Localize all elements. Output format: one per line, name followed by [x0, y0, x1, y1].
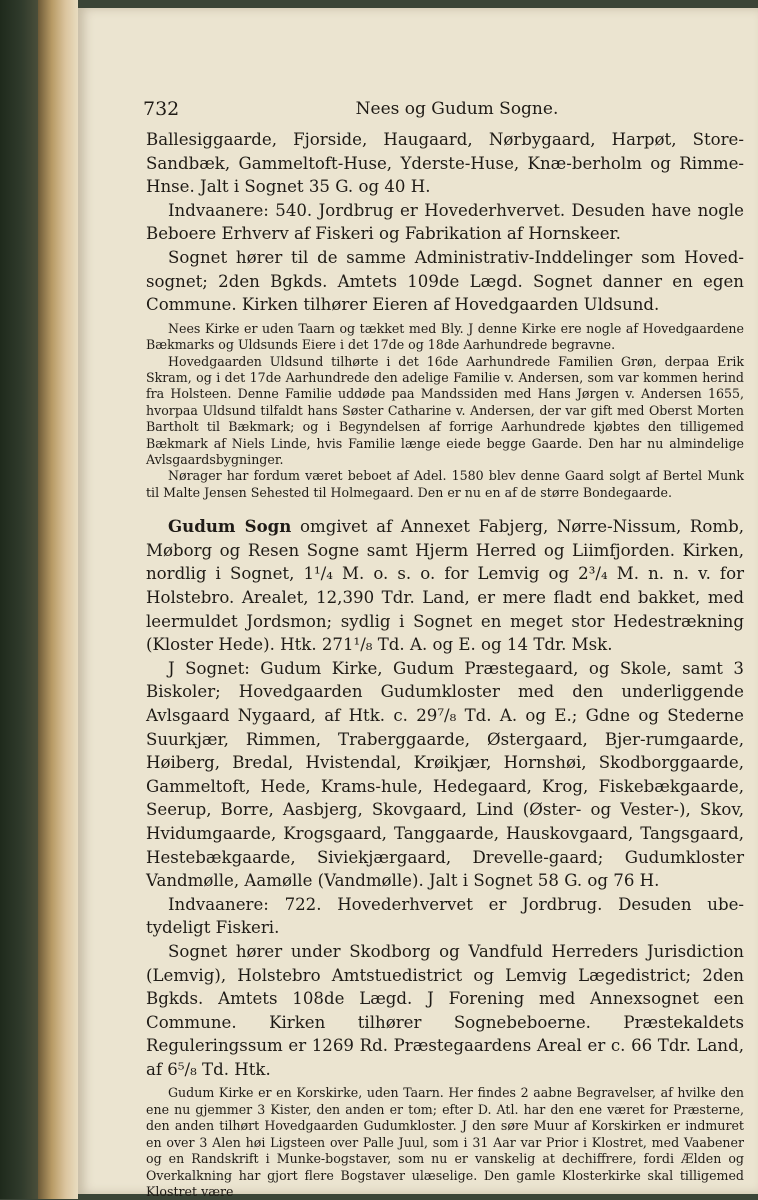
footnote: Nees Kirke er uden Taarn og tækket med Bly. J denne Kirke ere nogle af Hovedgaardene Bækmarks og Uldsunds Eiere i det 17de og 18de Aarhundrede begravne. [146, 320, 744, 353]
page-number: 732 [143, 98, 180, 120]
paragraph-text: omgivet af Annexet Fabjerg, Nørre-Nissum, Romb, Møborg og Resen Sogne samt Hjerm Herred og Liimfjorden. Kirken, nordlig i Sognet, 1¹/₄ M. o. s. o. for Lemvig og 2³/₄ M. n. n. v. for Holstebro. Arealet, 12,390 Tdr. Land, er mere fladt end bakket, med leermuldet Jordsmon; sydlig i Sognet en meget stor Hedestrækning (Kloster Hede). Htk. 271¹/₈ Td. A. og E. og 14 Tdr. Msk. [146, 517, 744, 655]
paragraph: Sognet hører til de samme Administrativ-Inddelinger som Hoved-sognet; 2den Bgkds. Amtets 109de Lægd. Sognet danner en egen Commune. Kirken tilhører Eieren af Hovedgaarden Uldsund. [146, 247, 744, 315]
nees-footnotes [146, 321, 744, 501]
book-binding [0, 0, 38, 1199]
paragraph: Ballesiggaarde, Fjorside, Haugaard, Nørbygaard, Harpøt, Store-Sandbæk, Gammeltoft-Huse, Yderste-Huse, Knæ-berholm og Rimme-Hnse. Jalt i Sognet 35 G. og 40 H. [146, 130, 744, 197]
page-gutter [38, 0, 78, 1199]
paragraph: Indvaanere: 540. Jordbrug er Hovederhvervet. Desuden have nogle Beboere Erhverv af Fiskeri og Fabrikation af Hornskeer. [146, 200, 744, 244]
gudum-main-text [146, 515, 744, 1081]
section-heading: Gudum Sogn [168, 516, 292, 537]
paragraph: J Sognet: Gudum Kirke, Gudum Præstegaard, og Skole, samt 3 Biskoler; Hovedgaarden Gudumkloster med den underliggende Avlsgaard Nygaard, af Htk. c. 29⁷/₈ Td. A. og E.; Gdne og Stederne Suurkjær, Rimmen, Traberggaarde, Østergaard, Bjer-rumgaarde, Høiberg, Bredal, Hvistendal, Krøikjær, Hornshøi, Skodborggaarde, Gammeltoft, Hede, Krams-hule, Hedegaard, Krog, Fiskebækgaarde, Seerup, Borre, Aasbjerg, Skovgaard, Lind (Øster- og Vester-), Skov, Hvidumgaarde, Krogsgaard, Tanggaarde, Hauskovgaard, Tangsgaard, Hestebækgaarde, Siviekjærgaard, Drevelle-gaard; Gudumkloster Vandmølle, Aamølle (Vandmølle). Jalt i Sognet 58 G. og 76 H. [146, 658, 744, 891]
nees-main-text [146, 128, 744, 317]
running-title: Nees og Gudum Sogne. [355, 99, 559, 119]
paragraph: Indvaanere: 722. Hovederhvervet er Jordbrug. Desuden ube-tydeligt Fiskeri. [146, 894, 744, 938]
running-header [128, 98, 726, 126]
footnote: Hovedgaarden Uldsund tilhørte i det 16de Aarhundrede Familien Grøn, derpaa Erik Skram, og i det 17de Aarhundrede den adelige Familie v. Andersen, som var kommen herind fra Holsteen. Denne Familie uddøde paa Mandssiden med Hans Jørgen v. Andersen 1655, hvorpaa Uldsund tilfaldt hans Søster Catharine v. Andersen, der var gift med Oberst Morten Bartholt til Bækmark; og i Begyndelsen af forrige Aarhundrede kjøbtes den tilligemed Bækmark af Niels Linde, hvis Familie længe eiede begge Gaarde. Den har nu almindelige Avlsgaardsbygninger. [146, 353, 744, 467]
paragraph: Sognet hører under Skodborg og Vandfuld Herreders Jurisdiction (Lemvig), Holstebro Amtstuedistrict og Lemvig Lægedistrict; 2den Bgkds. Amtets 108de Lægd. J Forening med Annexsognet een Commune. Kirken tilhører Sognebeboerne. Præstekaldets Reguleringssum er 1269 Rd. Præstegaardens Areal er c. 66 Tdr. Land, af 6⁵/₈ Td. Htk. [146, 941, 744, 1079]
footnote: Nørager har fordum været beboet af Adel. 1580 blev denne Gaard solgt af Bertel Munk til Malte Jensen Sehested til Holmegaard. Den er nu en af de større Bondegaarde. [146, 468, 744, 500]
paragraph [146, 515, 744, 657]
page-body [146, 128, 744, 1200]
gudum-footnotes [146, 1085, 744, 1200]
footnote: Gudum Kirke er en Korskirke, uden Taarn. Her findes 2 aabne Begravelser, af hvilke den ene nu gjemmer 3 Kister, den anden er tom; efter D. Atl. har den ene været for Præsterne, den anden tilhørt Hovedgaarden Gudumkloster. J den søre Muur af Korskirken er indmuret en over 3 Alen høi Ligsteen over Palle Juul, som i 31 Aar var Prior i Klostret, med Vaabener og en Randskrift i Munke-bogstaver, som nu er vanskelig at dechiffrere, fordi Ælden og Overkalkning har gjort flere Bogstaver ulæselige. Den gamle Klosterkirke skal tilligemed Klostret være [146, 1085, 744, 1199]
